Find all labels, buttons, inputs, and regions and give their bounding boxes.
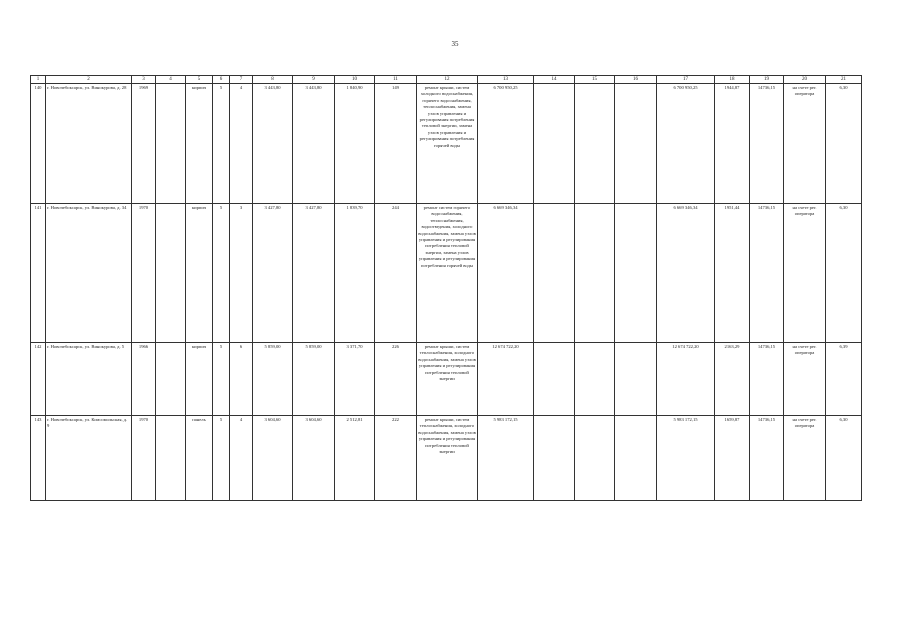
cell-floors: 5 — [213, 84, 230, 204]
cell-c4 — [156, 204, 186, 343]
cell-area-total: 3 443,80 — [253, 84, 293, 204]
cell-area-living: 1 839,70 — [335, 204, 375, 343]
cell-area-total: 3 427,80 — [253, 204, 293, 343]
cell-address: г. Новочебоксарск, ул. Винокурова, д. 5 — [46, 343, 132, 416]
cell-c4 — [156, 343, 186, 416]
cell-year: 1969 — [132, 84, 156, 204]
cell-entrances: 3 — [230, 204, 253, 343]
cell-cost-limit: 14736,15 — [750, 416, 784, 501]
cell-term: 6,30 — [826, 416, 862, 501]
header-cell: 4 — [156, 76, 186, 84]
cell-address: г. Новочебоксарск, ул. Винокурова, д. 28 — [46, 84, 132, 204]
cell-num: 141 — [31, 204, 46, 343]
header-cell: 14 — [534, 76, 575, 84]
cell-c16 — [615, 343, 657, 416]
cell-c14 — [534, 84, 575, 204]
cell-material: кирпич — [186, 204, 213, 343]
header-cell: 20 — [784, 76, 826, 84]
cell-area-premises: 3 604,60 — [293, 416, 335, 501]
cell-num: 140 — [31, 84, 46, 204]
cell-fund-method: на счете рег. оператора — [784, 204, 826, 343]
cell-floors: 5 — [213, 204, 230, 343]
cell-works: ремонт крыши, систем теплоснабжения, холодного водоснабжения, замена узлов управления и регулирования потребления тепловой энергии — [417, 343, 478, 416]
cell-works: ремонт крыши, систем теплоснабжения, холодного водоснабжения, замена узлов управления и регулирования потребления тепловой энергии — [417, 416, 478, 501]
cell-works: ремонт крыши, систем холодного водоснабжения, горячего водоснабжения, теплоснабжения, замена узлов управления и регулирования потребления тепловой энергии, замена узлов управления и регулирования потребления горячей воды — [417, 84, 478, 204]
header-cell: 10 — [335, 76, 375, 84]
header-row — [31, 76, 862, 84]
cell-term: 6,39 — [826, 343, 862, 416]
cell-residents: 226 — [375, 343, 417, 416]
cell-cost-limit: 14736,15 — [750, 84, 784, 204]
cell-address: г. Новочебоксарск, ул. Винокурова, д. 34 — [46, 204, 132, 343]
cell-cost-owners: 12 674 722,20 — [657, 343, 715, 416]
header-cell: 1 — [31, 76, 46, 84]
cell-area-premises: 5 859,00 — [293, 343, 335, 416]
cell-address: г. Новочебоксарск, ул. Комсомольская, д. 9 — [46, 416, 132, 501]
cell-c16 — [615, 416, 657, 501]
cell-fund-method: на счете рег. оператора — [784, 84, 826, 204]
cell-cost-owners: 6 700 950,25 — [657, 84, 715, 204]
header-cell: 9 — [293, 76, 335, 84]
cell-cost-total: 12 674 722,20 — [478, 343, 534, 416]
cell-year: 1970 — [132, 204, 156, 343]
header-cell: 7 — [230, 76, 253, 84]
cell-num: 142 — [31, 343, 46, 416]
cell-material: кирпич — [186, 343, 213, 416]
header-cell: 18 — [715, 76, 750, 84]
cell-c14 — [534, 416, 575, 501]
houses-table — [30, 75, 862, 501]
cell-residents: 222 — [375, 416, 417, 501]
page-number: 35 — [451, 40, 459, 48]
cell-cost-unit: 1951,44 — [715, 204, 750, 343]
table-row — [31, 84, 862, 204]
cell-area-living: 1 840,90 — [335, 84, 375, 204]
cell-area-total: 5 859,00 — [253, 343, 293, 416]
table-row — [31, 204, 862, 343]
cell-num: 143 — [31, 416, 46, 501]
cell-cost-unit: 1659,87 — [715, 416, 750, 501]
cell-floors: 5 — [213, 416, 230, 501]
cell-c4 — [156, 416, 186, 501]
cell-cost-unit: 2163,29 — [715, 343, 750, 416]
table-row — [31, 343, 862, 416]
cell-fund-method: на счете рег. оператора — [784, 343, 826, 416]
header-cell: 8 — [253, 76, 293, 84]
cell-cost-limit: 14736,15 — [750, 343, 784, 416]
cell-entrances: 4 — [230, 416, 253, 501]
cell-area-premises: 3 427,80 — [293, 204, 335, 343]
header-cell: 11 — [375, 76, 417, 84]
cell-entrances: 6 — [230, 343, 253, 416]
header-cell: 3 — [132, 76, 156, 84]
cell-c16 — [615, 204, 657, 343]
cell-material: панель — [186, 416, 213, 501]
cell-fund-method: на счете рег. оператора — [784, 416, 826, 501]
cell-c16 — [615, 84, 657, 204]
cell-year: 1970 — [132, 416, 156, 501]
cell-area-living: 3 371,70 — [335, 343, 375, 416]
cell-c14 — [534, 204, 575, 343]
header-cell: 16 — [615, 76, 657, 84]
cell-cost-total: 6 669 346,34 — [478, 204, 534, 343]
cell-area-premises: 3 443,80 — [293, 84, 335, 204]
header-cell: 15 — [575, 76, 615, 84]
cell-area-living: 2 512,81 — [335, 416, 375, 501]
cell-cost-limit: 14736,15 — [750, 204, 784, 343]
cell-residents: 244 — [375, 204, 417, 343]
cell-term: 6,30 — [826, 204, 862, 343]
cell-material: кирпич — [186, 84, 213, 204]
header-cell: 19 — [750, 76, 784, 84]
header-cell: 5 — [186, 76, 213, 84]
header-cell: 21 — [826, 76, 862, 84]
cell-c4 — [156, 84, 186, 204]
cell-c14 — [534, 343, 575, 416]
cell-c15 — [575, 204, 615, 343]
cell-cost-unit: 1944,87 — [715, 84, 750, 204]
cell-floors: 5 — [213, 343, 230, 416]
cell-cost-owners: 5 983 172,15 — [657, 416, 715, 501]
cell-works: ремонт систем горячего водоснабжения, теплоснабжения, водоотведения, холодного водоснабжения, замена узлов управления и регулирования потребления тепловой энергии, замена узлов управления и регулирования потребления горячей воды — [417, 204, 478, 343]
header-cell: 12 — [417, 76, 478, 84]
header-cell: 2 — [46, 76, 132, 84]
cell-term: 6,30 — [826, 84, 862, 204]
cell-c15 — [575, 84, 615, 204]
header-cell: 17 — [657, 76, 715, 84]
cell-cost-owners: 6 669 346,34 — [657, 204, 715, 343]
cell-entrances: 4 — [230, 84, 253, 204]
table-row — [31, 416, 862, 501]
header-cell: 6 — [213, 76, 230, 84]
cell-area-total: 3 604,60 — [253, 416, 293, 501]
cell-year: 1966 — [132, 343, 156, 416]
header-cell: 13 — [478, 76, 534, 84]
cell-cost-total: 6 700 950,25 — [478, 84, 534, 204]
cell-cost-total: 5 983 172,15 — [478, 416, 534, 501]
cell-c15 — [575, 343, 615, 416]
cell-c15 — [575, 416, 615, 501]
cell-residents: 149 — [375, 84, 417, 204]
